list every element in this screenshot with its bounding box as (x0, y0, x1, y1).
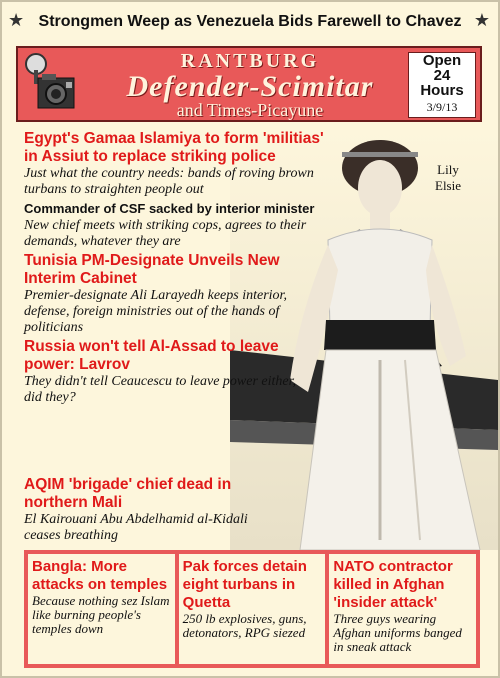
story-title-link[interactable]: Russia won't tell Al-Assad to leave power: Lavrov (24, 338, 279, 373)
caption-line2: Elsie (435, 178, 461, 193)
story-note-link[interactable]: Commander of CSF sacked by interior minister (24, 201, 315, 216)
masthead-line2: Defender-Scimitar (126, 70, 374, 103)
story-list (24, 130, 324, 408)
story-aqim (24, 476, 284, 544)
masthead-line3: and Times-Picayune (176, 100, 324, 120)
photo-caption (418, 162, 478, 194)
star-icon: ★ (473, 10, 490, 31)
masthead-line1: RANTBURG (180, 50, 320, 72)
masthead-title (80, 48, 420, 119)
story-subtitle: Premier-designate Ali Larayedh keeps interior, defense, foreign ministries out of the hands of politicians (24, 288, 287, 335)
open-24-hours-box (408, 52, 476, 118)
story-subtitle: Because nothing sez Islam like burning people's temples down (32, 593, 170, 636)
story-subtitle: Three guys wearing Afghan uniforms banged in sneak attack (333, 611, 462, 654)
story-egypt (24, 130, 324, 198)
star-icon: ★ (8, 10, 25, 31)
story-nato (329, 554, 476, 664)
story-subtitle: El Kairouani Abu Abdelhamid al-Kidali ceases breathing (24, 512, 248, 543)
camera-icon (22, 52, 80, 118)
story-pak (179, 554, 326, 664)
masthead (16, 46, 482, 122)
story-subtitle: They didn't tell Ceaucescu to leave power either, did they? (24, 374, 297, 405)
story-subtitle: 250 lb explosives, guns, detonators, RPG siezed (182, 611, 307, 640)
issue-date: 3/9/13 (426, 100, 458, 114)
caption-line1: Lily (437, 162, 459, 177)
story-title-link[interactable]: Pak forces detain eight turbans in Quetta (182, 558, 307, 611)
story-title-link[interactable]: AQIM 'brigade' chief dead in northern Mali (24, 476, 232, 511)
top-headline-link[interactable]: Strongmen Weep as Venezuela Bids Farewell to Chavez (38, 13, 462, 30)
story-russia (24, 338, 314, 406)
open-line2: 24 (433, 67, 451, 84)
bottom-stories (24, 550, 480, 668)
story-csf (24, 200, 324, 250)
story-title-link[interactable]: Tunisia PM-Designate Unveils New Interim Cabinet (24, 252, 280, 287)
open-line3: Hours (420, 82, 464, 99)
open-line1: Open (422, 52, 462, 69)
story-title-link[interactable]: NATO contractor killed in Afghan 'insider attack' (333, 558, 453, 611)
story-subtitle: Just what the country needs: bands of roving brown turbans to straighten people out (24, 166, 314, 197)
story-title-link[interactable]: Egypt's Gamaa Islamiya to form 'militias' in Assiut to replace striking police (24, 130, 324, 165)
story-title-link[interactable]: Bangla: More attacks on temples (32, 558, 168, 593)
story-tunisia (24, 252, 314, 336)
story-subtitle: New chief meets with striking cops, agrees to their demands, whatever they are (24, 218, 307, 249)
top-banner (2, 2, 498, 42)
story-bangla (28, 554, 175, 664)
